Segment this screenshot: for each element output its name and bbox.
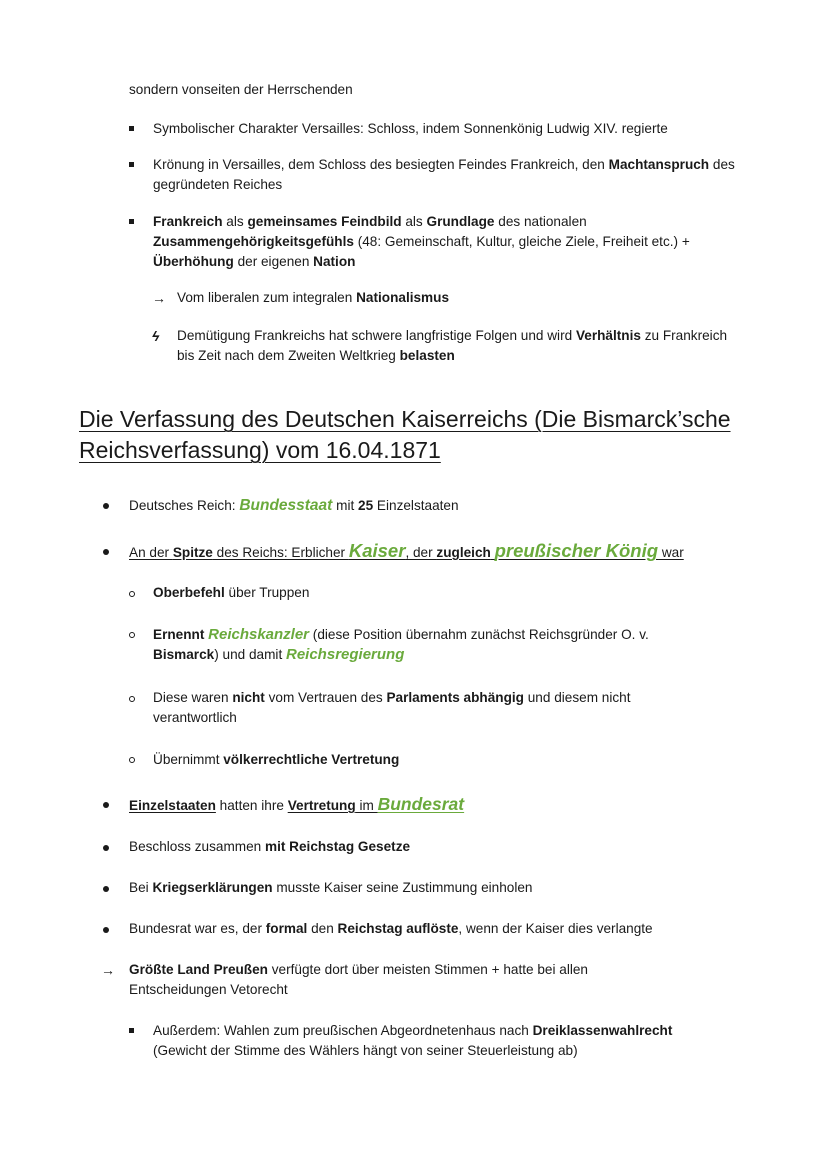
list-item: Übernimmt völkerrechtliche Vertretung xyxy=(153,752,400,767)
list-item: Demütigung Frankreichs hat schwere langfristige Folgen und wird Verhältnis zu Frankreich bis Zeit nach dem Zweiten Weltkrieg belasten xyxy=(177,328,728,363)
list-item: Oberbefehl über Truppen xyxy=(153,585,310,600)
list-item: Deutsches Reich: Bundesstaat mit 25 Einzelstaaten xyxy=(129,497,459,514)
list-item: Frankreich als gemeinsames Feindbild als Grundlage des nationalen Zusammengehörigkeitsgefühls (48: Gemeinschaft, Kultur, gleiche Ziele, Freiheit etc.) + Überhöhung der eigenen Nation xyxy=(153,214,690,269)
square-bullet-icon xyxy=(129,1028,134,1033)
list-item: Einzelstaaten hatten ihre Vertretung im Bundesrat xyxy=(129,794,465,814)
bullet-icon xyxy=(103,845,109,851)
list-item: Beschloss zusammen mit Reichstag Gesetze xyxy=(129,839,411,854)
list-item: Größte Land Preußen verfügte dort über meisten Stimmen + hatte bei allen Entscheidungen Vetorecht xyxy=(129,962,588,997)
list-item: Krönung in Versailles, dem Schloss des besiegten Feindes Frankreich, den Machtanspruch des gegründeten Reiches xyxy=(153,157,735,192)
heading-line: Reichsverfassung) vom 16.04.1871 xyxy=(79,437,441,463)
circle-bullet-icon xyxy=(129,757,135,763)
bullet-icon xyxy=(103,886,109,892)
bullet-icon xyxy=(103,802,109,808)
bullet-icon xyxy=(103,549,109,555)
list-item: Ernennt Reichskanzler (diese Position übernahm zunächst Reichsgründer O. v. Bismarck) und damit Reichsregierung xyxy=(153,626,649,663)
section-heading xyxy=(79,404,731,466)
list-item: Vom liberalen zum integralen Nationalismus xyxy=(177,290,450,305)
arrow-right-icon: → xyxy=(101,962,115,978)
list-item: Bundesrat war es, der formal den Reichstag auflöste, wenn der Kaiser dies verlangte xyxy=(129,921,653,936)
heading-line: Die Verfassung des Deutschen Kaiserreichs (Die Bismarck’sche xyxy=(79,406,731,432)
bullet-icon xyxy=(103,503,109,509)
lightning-icon: ϟ xyxy=(152,328,160,344)
list-item: Symbolischer Charakter Versailles: Schloss, indem Sonnenkönig Ludwig XIV. regierte xyxy=(153,121,668,136)
circle-bullet-icon xyxy=(129,696,135,702)
circle-bullet-icon xyxy=(129,632,135,638)
arrow-right-icon: → xyxy=(152,290,166,306)
list-item: Diese waren nicht vom Vertrauen des Parlaments abhängig und diesem nicht verantwortlich xyxy=(153,690,631,725)
intro-line: sondern vonseiten der Herrschenden xyxy=(129,82,353,97)
list-item: Außerdem: Wahlen zum preußischen Abgeordnetenhaus nach Dreiklassenwahlrecht (Gewicht der Stimme des Wählers hängt von seiner Steuerleistung ab) xyxy=(153,1023,673,1058)
list-item: Bei Kriegserklärungen musste Kaiser seine Zustimmung einholen xyxy=(129,880,533,895)
bullet-icon xyxy=(103,927,109,933)
circle-bullet-icon xyxy=(129,591,135,597)
list-item: An der Spitze des Reichs: Erblicher Kaiser, der zugleich preußischer König war xyxy=(129,540,684,561)
square-bullet-icon xyxy=(129,162,134,167)
square-bullet-icon xyxy=(129,219,134,224)
square-bullet-icon xyxy=(129,126,134,131)
